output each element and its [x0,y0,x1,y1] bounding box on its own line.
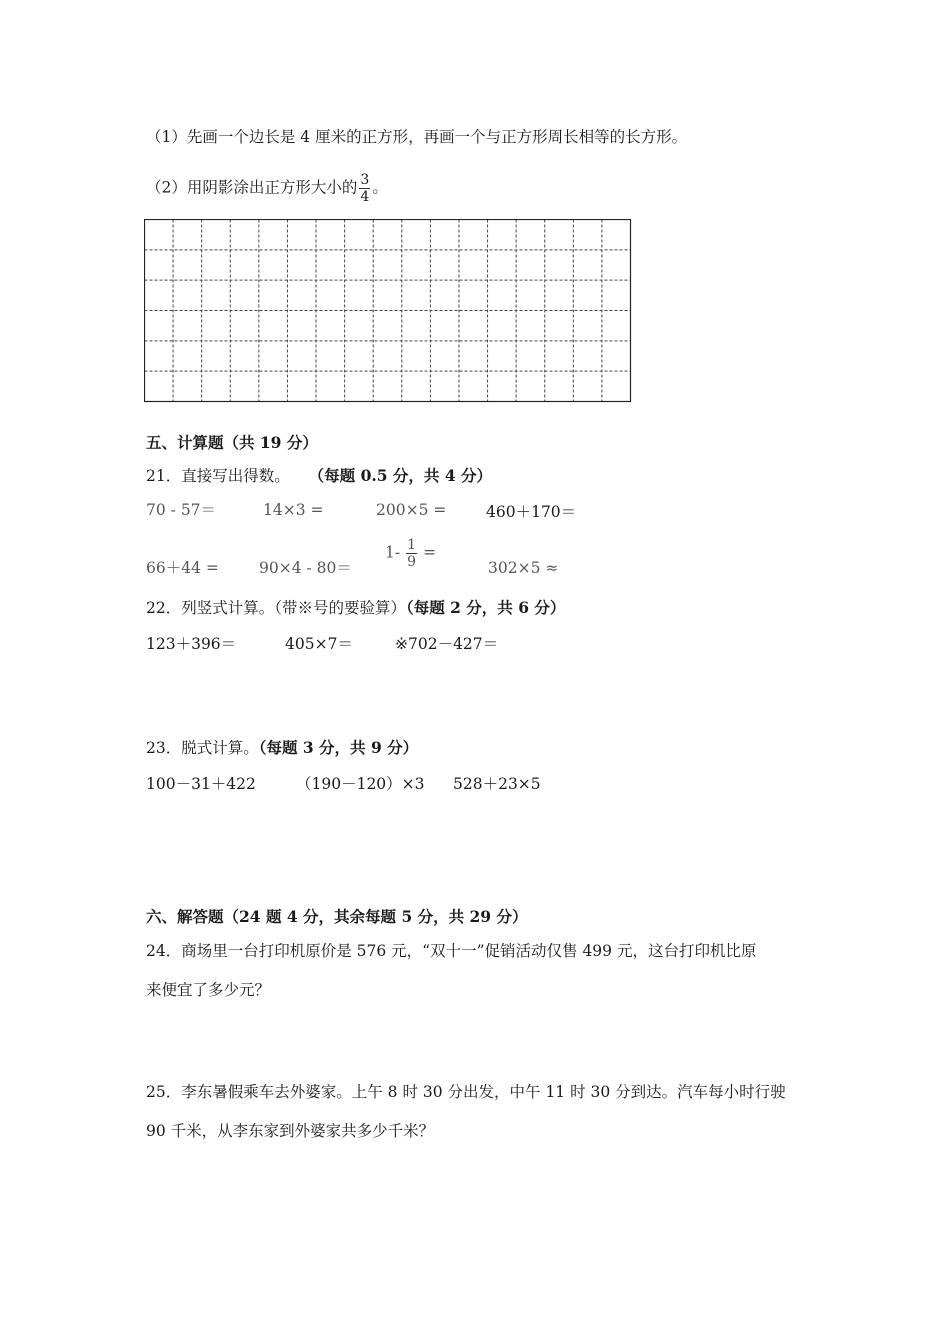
vertical-calc-item: 405×7＝ [285,635,353,653]
vertical-calc-item: ※702－427＝ [395,635,499,653]
question-21-score: （每题 0.5 分，共 4 分） [308,466,493,485]
section-5-heading: 五、计算题（共 19 分） [146,433,318,452]
question-draw-square: （1）先画一个边长是 4 厘米的正方形，再画一个与正方形周长相等的长方形。 [146,128,688,146]
question-23-score: （每题 3 分，共 9 分） [258,738,419,757]
calc-item: 66＋44 = [146,559,219,577]
question-22-title: 22．列竖式计算。（带※号的要验算）（每题 2 分，共 6 分） [146,598,566,617]
calc-item: 90×4 - 80＝ [259,559,352,577]
calc-item-fraction: 1- $\frac{1}{9}$ = [385,537,437,570]
shade-text: （2）用阴影涂出正方形大小的 [146,178,358,197]
stepwise-calc-item: （190－120）×3 [296,775,425,793]
section-6-heading: 六、解答题（24 题 4 分，其余每题 5 分，共 29 分） [146,907,528,926]
stepwise-calc-item: 100－31＋422 [146,775,256,793]
stepwise-calc-item: 528＋23×5 [453,775,541,793]
question-22-score: （每题 2 分，共 6 分） [405,598,566,617]
fraction-three-quarters: $\frac{3}{4}$ [360,172,370,205]
question-25-line-1: 25．李东暑假乘车去外婆家。上午 8 时 30 分出发，中午 11 时 30 分到达。汽车每小时行驶 [146,1083,786,1101]
vertical-calc-item: 123＋396＝ [146,635,237,653]
fraction-one-ninth: $\frac{1}{9}$ [407,537,417,570]
drawing-grid[interactable] [144,219,632,403]
calc-item: 70 - 57＝ [146,501,217,519]
question-23-title: 23．脱式计算。（每题 3 分，共 9 分） [146,738,419,757]
question-24-line-1: 24．商场里一台打印机原价是 576 元，“双十一”促销活动仅售 499 元，这台打印机比原 [146,942,757,960]
question-24-line-2: 来便宜了多少元？ [146,981,271,999]
question-25-line-2: 90 千米，从李东家到外婆家共多少千米？ [146,1122,435,1140]
calc-item: 14×3 = [263,501,324,519]
calc-item: 302×5 ≈ [488,559,559,577]
question-21-title: 21．直接写出得数。 （每题 0.5 分，共 4 分） [146,466,493,485]
calc-item: 200×5 = [376,501,447,519]
calc-item: 460＋170＝ [486,503,577,521]
question-shade-fraction: （2）用阴影涂出正方形大小的 $\frac{3}{4}$ 。 [146,172,388,205]
